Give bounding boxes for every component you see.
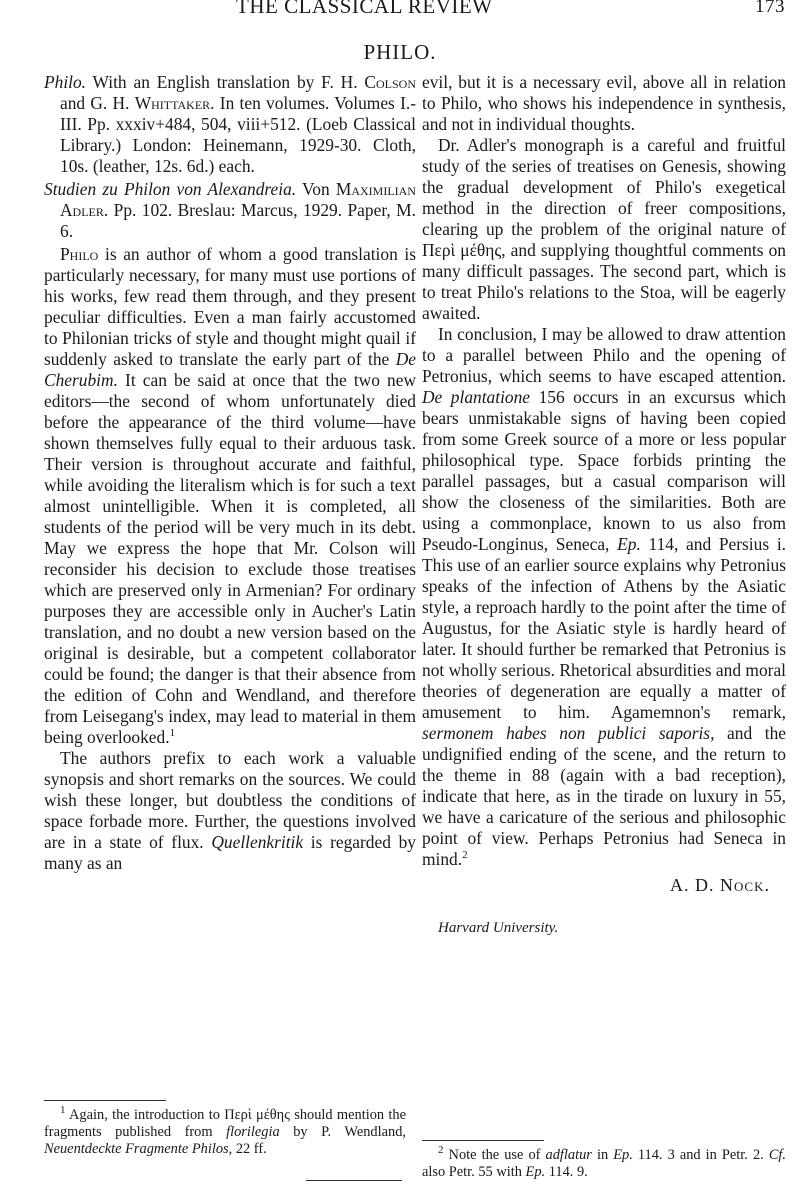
review-paragraph: The authors prefix to each work a valuable synopsis and short remarks on the sources. We could wish these longer, but doubtless the conditions of space forbade more. Further, the questions involved are in a state of flux. Quellenkritik is regarded by many as an bbox=[44, 748, 416, 873]
running-head bbox=[0, 0, 800, 20]
left-column bbox=[44, 72, 416, 874]
bibliography-entry-adler: Studien zu Philon von Alexandreia. Von Maximilian Adler. Pp. 102. Breslau: Marcus, 1929. Paper, M. 6. bbox=[44, 179, 416, 241]
bibliography-entry-loeb: Philo. With an English translation by F. H. Colson and G. H. Whittaker. In ten volumes. Volumes I.-III. Pp. xxxiv+484, 504, viii+512. (Loeb Classical Library.) London: Heinemann, 1929-30. Cloth, 10s. (leather, 12s. 6d.) each. bbox=[44, 72, 417, 176]
review-paragraph: evil, but it is a necessary evil, above all in relation to Philo, who shows his independence in synthesis, and not in individual thoughts. bbox=[422, 72, 786, 134]
journal-title: THE CLASSICAL REVIEW bbox=[236, 0, 493, 18]
footnote-2 bbox=[422, 1140, 786, 1181]
footnote-divider bbox=[422, 1140, 544, 1141]
end-divider bbox=[306, 1180, 402, 1181]
review-paragraph: In conclusion, I may be allowed to draw attention to a parallel between Philo and the opening of Petronius, which seems to have escaped attention. De plantatione 156 occurs in an excursus which bears unmistakable signs of having been copied from some Greek source of a more or less popular philosophical type. Space forbids printing the parallel passages, but a casual comparison will show the closeness of the similarities. Both are using a commonplace, known to us also from Pseudo-Longinus, Seneca, Ep. 114, and Persius i. This use of an earlier source explains why Petronius speaks of the infection of Athens by the Asiatic style, a reproach hardly to the point after the time of Augustus, for the Asiatic style is hardly heard of later. It should further be remarked that Petronius is not wholly serious. Rhetorical absurdities and moral theories of degeneration are equally a matter of amusement to him. Agamemnon's remark, sermonem habes non publici saporis, and the undignified ending of the scene, and the return to the theme in 88 (again with a bad reception), indicate that here, as in the tirade on luxury in 55, we have a caricature of the serious and philosophic point of view. Perhaps Petronius had Seneca in mind.$^2$ bbox=[422, 324, 786, 869]
section-title: PHILO. bbox=[363, 40, 437, 64]
footnote-1 bbox=[44, 1100, 406, 1158]
footnote-text: $^1$ Again, the introduction to Περὶ μέθης should mention the fragments published from florilegia by P. Wendland, Neuentdeckte Fragmente Philos, 22 ff. bbox=[44, 1104, 406, 1157]
footnote-reference[interactable]: 1 bbox=[169, 727, 176, 740]
author-affiliation: Harvard University. bbox=[438, 920, 559, 936]
right-column bbox=[422, 72, 786, 939]
footnote-text: $^2$ Note the use of adflatur in Ep. 114. 3 and in Petr. 2. Cf. also Petr. 55 with Ep. 114. 9. bbox=[422, 1144, 787, 1180]
review-paragraph: Philo is an author of whom a good translation is particularly necessary, for many must use portions of his works, few read them through, and they present peculiar difficulties. Even a man fairly accustomed to Philonian tricks of style and thought might quail if suddenly asked to translate the early part of the De Cherubim. It can be said at once that the two new editors—the second of whom unfortunately died before the appearance of the third volume—have shown themselves fully equal to their arduous task. Their version is throughout accurate and faithful, while avoiding the literalism which is for such a text almost unintelligible. When it is completed, all students of the period will be very much in its debt. May we express the hope that Mr. Colson will reconsider his decision to exclude those treatises which are preserved only in Armenian? For ordinary purposes they are accessible only in Aucher's Latin translation, and no doubt a new version based on the original is desirable, but a competent collaborator could be found; the danger is that their absence from the edition of Cohn and Wendland, and therefore from Leisegang's index, may lead to material in them being overlooked.$^1$ bbox=[44, 244, 416, 747]
review-paragraph: Dr. Adler's monograph is a careful and fruitful study of the series of treatises on Genesis, showing the gradual development of Philo's exegetical method in the direction of freer compositions, clearing up the problem of the original nature of Περὶ μέθης, and supplying thoughtful comments on many difficult passages. The second part, which is to treat Philo's relations to the Stoa, will be eagerly awaited. bbox=[422, 135, 786, 323]
page-number: 173 bbox=[755, 0, 785, 17]
footnote-divider bbox=[44, 1100, 166, 1101]
footnote-reference[interactable]: 2 bbox=[462, 849, 468, 862]
author-signature: A. D. Nock. bbox=[670, 875, 770, 895]
